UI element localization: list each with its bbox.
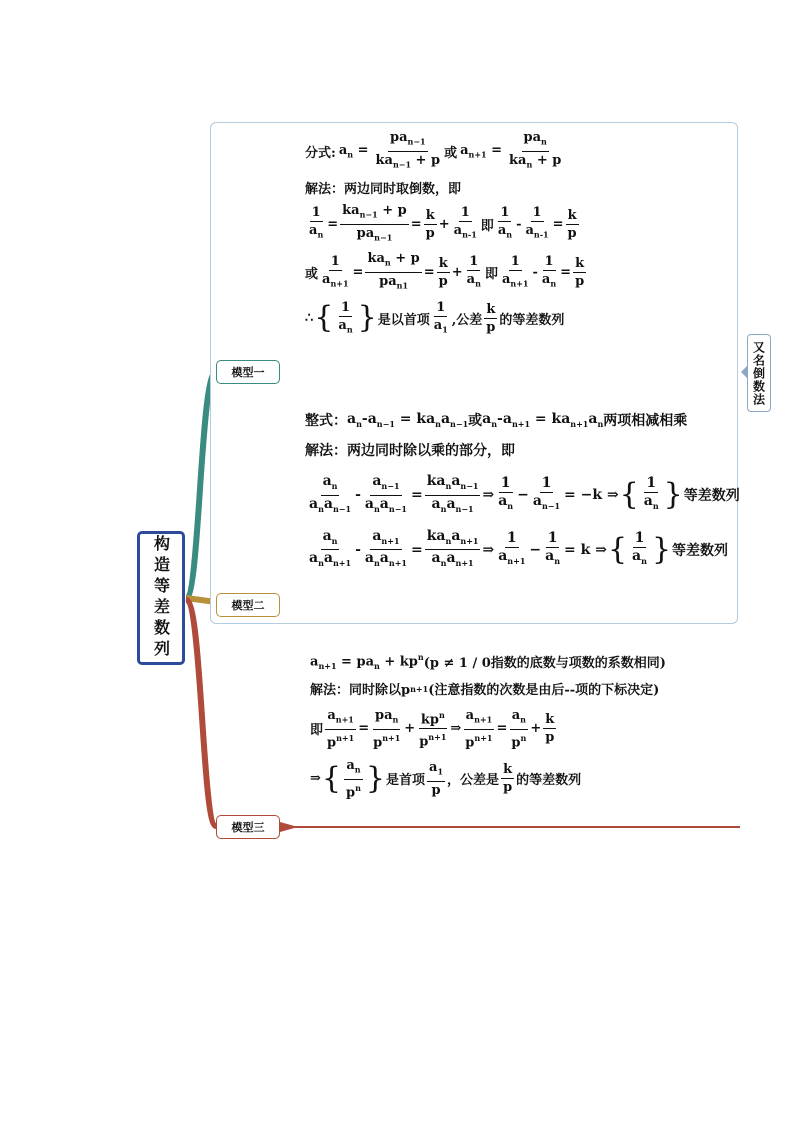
model2-label: 模型二 — [231, 599, 265, 612]
model1-line1: 分式: $a_n$ = $\frac{pa_{n-1}}{ka_{n-1} + p}$ 或 $a_{n+1}$ = $\frac{pa_n}{ka_n + p}$ — [305, 130, 562, 170]
model1-line2: 解法：两边同时取倒数，即 — [305, 182, 462, 198]
model3-line4: ⇒ { $\frac{a_n}{p^n}$ } 是首项 $\frac{a_1}{p}$ ，公差是 $\frac{k}{p}$ 的等差数列 — [310, 757, 582, 800]
model1-label: 模型一 — [231, 366, 265, 379]
model2-line2: 解法：两边同时除以乘的部分，即 — [305, 443, 515, 459]
model2-line1: 整式： $a_n-a_{n-1} = ka_na_{n-1}$ 或 $a_n-a_{n+1} = ka_{n+1}a_n$ 两项相减相乘 — [305, 411, 688, 429]
model2-node[interactable] — [216, 593, 280, 617]
model3-node[interactable] — [216, 815, 280, 839]
side-note-label: 又名倒数法 — [751, 340, 766, 406]
model3-formulas — [310, 652, 666, 806]
model2-line3: $\frac{a_n}{a_na_{n-1}}$ - $\frac{a_{n-1}}{a_na_{n-1}}$ = $\frac{ka_na_{n-1}}{a_na_{n-1}}$ ⇒ $\frac{1}{a_n}$ − $\frac{1}{a_{n-1}}$ = −k ⇒ { $\frac{1}{a_n}$ } 等差数列 — [309, 473, 740, 514]
model1-node[interactable] — [216, 360, 280, 384]
model3-line3: 即 $\frac{a_{n+1}}{p^{n+1}}$ = $\frac{pa_n}{p^{n+1}}$ + $\frac{kp^n}{p^{n+1}}$ ⇒ $\frac{a_{n+1}}{p^{n+1}}$ = $\frac{a_n}{p^n}$ + $\frac{k}{p}$ — [310, 708, 555, 750]
model2-line4: $\frac{a_n}{a_na_{n+1}}$ - $\frac{a_{n+1}}{a_na_{n+1}}$ = $\frac{ka_na_{n+1}}{a_na_{n+1}}$ ⇒ $\frac{1}{a_{n+1}}$ − $\frac{1}{a_n}$ = k ⇒ { $\frac{1}{a_n}$ } 等差数列 — [309, 527, 729, 569]
root-label: 构造等差数列 — [151, 535, 171, 661]
model1-line4: 或 $\frac{1}{a_{n+1}}$ = $\frac{ka_n + p}{pa_{n1}}$ = $\frac{k}{p}$ + $\frac{1}{a_n}$ 即 $\frac{1}{a_{n+1}}$ - $\frac{1}{a_n}$ = $\frac{k}{p}$ — [305, 251, 585, 291]
model2-formulas — [305, 410, 740, 577]
model3-line1: $a_{n+1} = pa_n + kp^n$ (p ≠ 1 / 0指数的底数与项数的系数相同) — [310, 652, 666, 671]
root-node[interactable] — [137, 531, 185, 665]
model3-line2: 解法：同时除以p n+1 (注意指数的次数是由后--项的下标决定) — [310, 683, 660, 698]
model3-label: 模型三 — [231, 821, 265, 834]
model1-line3: $\frac{1}{a_n}$ = $\frac{ka_{n-1} + p}{pa_{n-1}}$ = $\frac{k}{p}$ + $\frac{1}{a_{n-1}}$ 即 $\frac{1}{a_n}$ - $\frac{1}{a_{n-1}}$ = $\frac{k}{p}$ — [309, 203, 577, 243]
model1-formulas — [305, 130, 588, 343]
side-note — [747, 334, 771, 412]
model1-line5: ∴ { $\frac{1}{a_n}$ } 是以首项 $\frac{1}{a_1}$ ,公差 $\frac{k}{p}$ 的等差数列 — [305, 299, 565, 336]
